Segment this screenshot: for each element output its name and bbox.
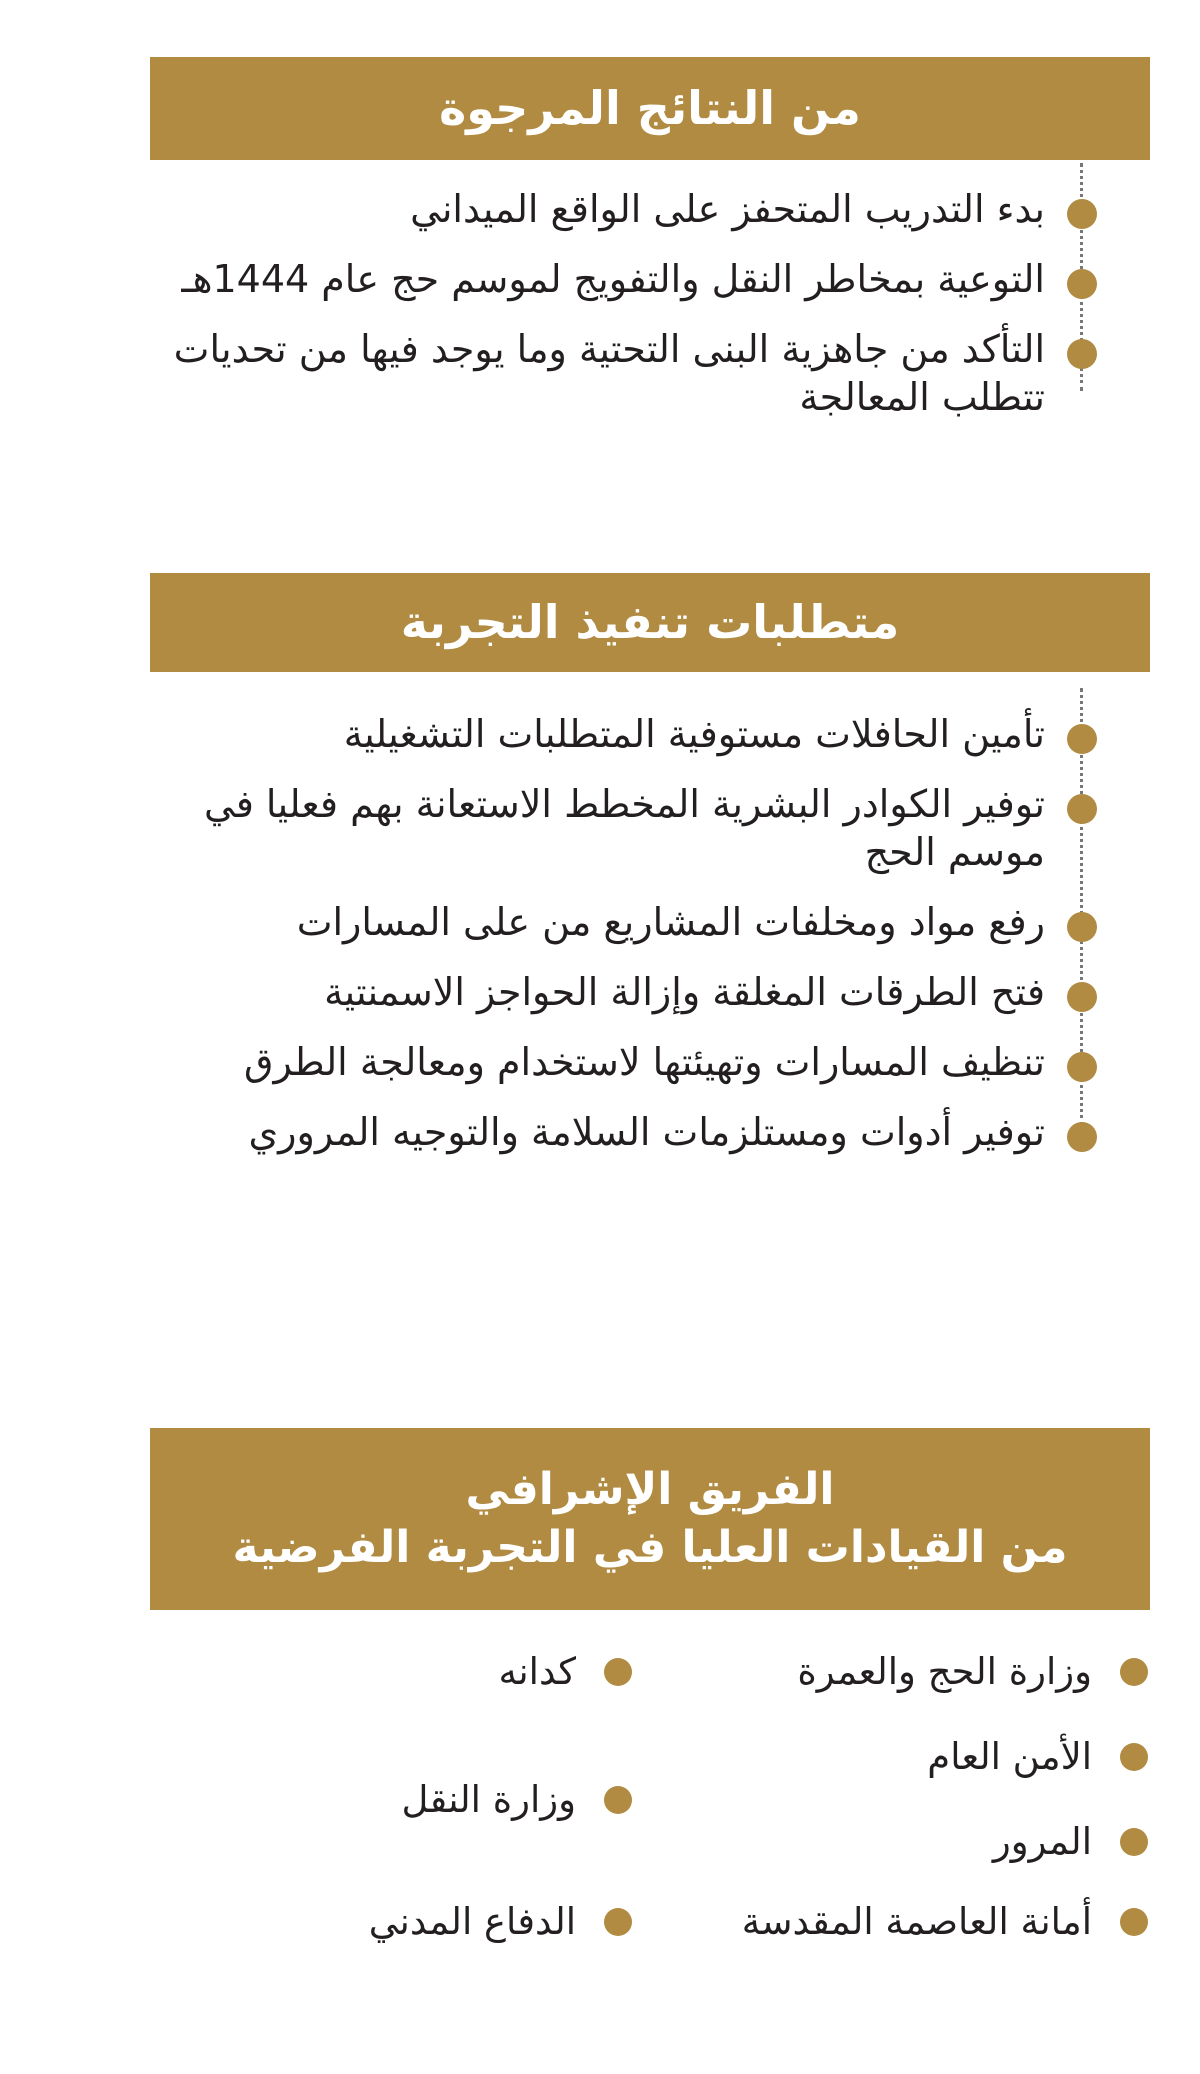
bullet-icon [1120,1828,1148,1856]
team-member-label: وزارة النقل [401,1778,576,1821]
team-member [742,1900,1148,1944]
list-item-text: التأكد من جاهزية البنى التحتية وما يوجد فيها من تحديات تتطلب المعالجة [173,327,1045,419]
list-item-text: تأمين الحافلات مستوفية المتطلبات التشغيلية [343,712,1045,756]
bullet-icon [1120,1908,1148,1936]
team-member-label: المرور [992,1820,1092,1863]
team-member [402,1778,633,1822]
team-member-label: كدانه [498,1650,576,1693]
bullet-icon [1120,1658,1148,1686]
bullet-icon [604,1786,632,1814]
list-item-text: تنظيف المسارات وتهيئتها لاستخدام ومعالجة الطرق [243,1040,1045,1084]
team-title-line1: الفريق الإشرافي [465,1464,835,1515]
list-item-text: فتح الطرقات المغلقة وإزالة الحواجز الاسمنتية [324,970,1045,1014]
team-member-label: الأمن العام [927,1735,1092,1778]
team-member [499,1650,632,1694]
team-title-line2: من القيادات العليا في التجربة الفرضية [232,1522,1068,1573]
team-member [369,1900,632,1944]
bullet-icon [1120,1743,1148,1771]
list-item-text: توفير أدوات ومستلزمات السلامة والتوجيه المروري [248,1110,1045,1154]
team-member [797,1650,1148,1694]
bullet-icon [604,1658,632,1686]
list-item-text: بدء التدريب المتحفز على الواقع الميداني [410,187,1045,231]
list-item-text: رفع مواد ومخلفات المشاريع من على المسارات [296,900,1045,944]
team-member-label: وزارة الحج والعمرة [797,1650,1092,1693]
list-item-text: توفير الكوادر البشرية المخطط الاستعانة بهم فعليا في موسم الحج [204,782,1045,874]
team-member [927,1735,1148,1779]
bullet-icon [604,1908,632,1936]
team-member-label: الدفاع المدني [368,1900,576,1943]
requirements-header: متطلبات تنفيذ التجربة [150,573,1150,672]
outcomes-header: من النتائج المرجوة [150,57,1150,160]
list-item-text: التوعية بمخاطر النقل والتفويج لموسم حج عام 1444هـ [181,257,1045,301]
team-member [993,1820,1148,1864]
team-member-label: أمانة العاصمة المقدسة [741,1900,1092,1943]
